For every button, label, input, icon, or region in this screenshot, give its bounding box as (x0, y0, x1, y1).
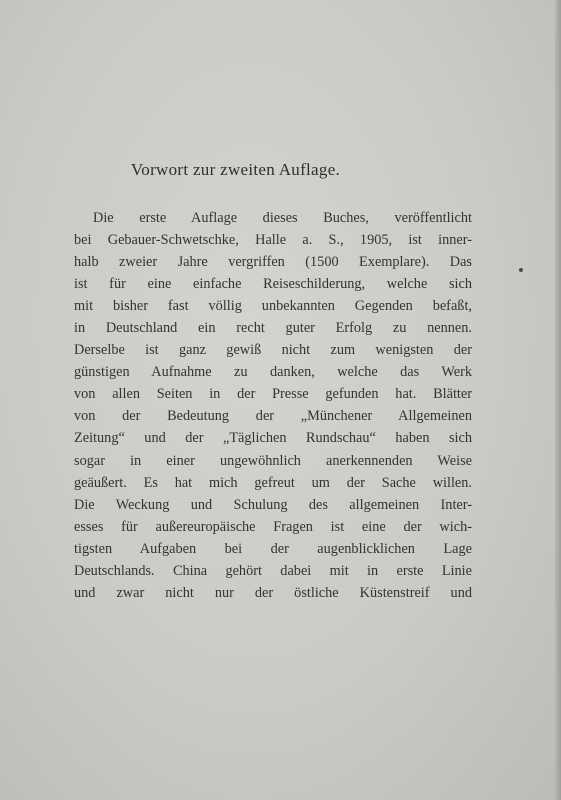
text-line: von der Bedeutung der „Münchener Allgemeinen (74, 408, 472, 425)
text-line: tigsten Aufgaben bei der augenblicklichen Lage (74, 540, 472, 557)
text-line: Die Weckung und Schulung des allgemeinen Inter- (74, 496, 472, 513)
text-line: geäußert. Es hat mich gefreut um der Sache willen. (74, 474, 472, 491)
page-edge (555, 0, 561, 800)
text-line: bei Gebauer-Schwetschke, Halle a. S., 1905, ist inner- (74, 232, 472, 249)
text-line: mit bisher fast völlig unbekannten Gegenden befaßt, (74, 298, 472, 315)
text-line: Derselbe ist ganz gewiß nicht zum wenigsten der (74, 342, 472, 359)
text-line: Die erste Auflage dieses Buches, veröffentlicht (93, 210, 472, 226)
preface-paragraph (74, 207, 472, 604)
text-line: halb zweier Jahre vergriffen (1500 Exemplare). Das (74, 254, 472, 271)
text-line: in Deutschland ein recht guter Erfolg zu nennen. (74, 320, 472, 337)
text-line: von allen Seiten in der Presse gefunden hat. Blätter (74, 386, 472, 403)
preface-heading (0, 160, 471, 180)
ink-speck (519, 268, 523, 272)
text-line: Deutschlands. China gehört dabei mit in erste Linie (74, 562, 472, 579)
text-line: und zwar nicht nur der östliche Küstenstreif und (74, 584, 472, 601)
text-line: ist für eine einfache Reiseschilderung, welche sich (74, 276, 472, 293)
text-line: esses für außereuropäische Fragen ist eine der wich- (74, 518, 472, 535)
text-line: Zeitung“ und der „Täglichen Rundschau“ haben sich (74, 430, 472, 447)
text-line: günstigen Aufnahme zu danken, welche das Werk (74, 364, 472, 381)
text-line: sogar in einer ungewöhnlich anerkennenden Weise (74, 452, 472, 469)
preface-heading-text: Vorwort zur zweiten Auflage. (130, 160, 341, 179)
